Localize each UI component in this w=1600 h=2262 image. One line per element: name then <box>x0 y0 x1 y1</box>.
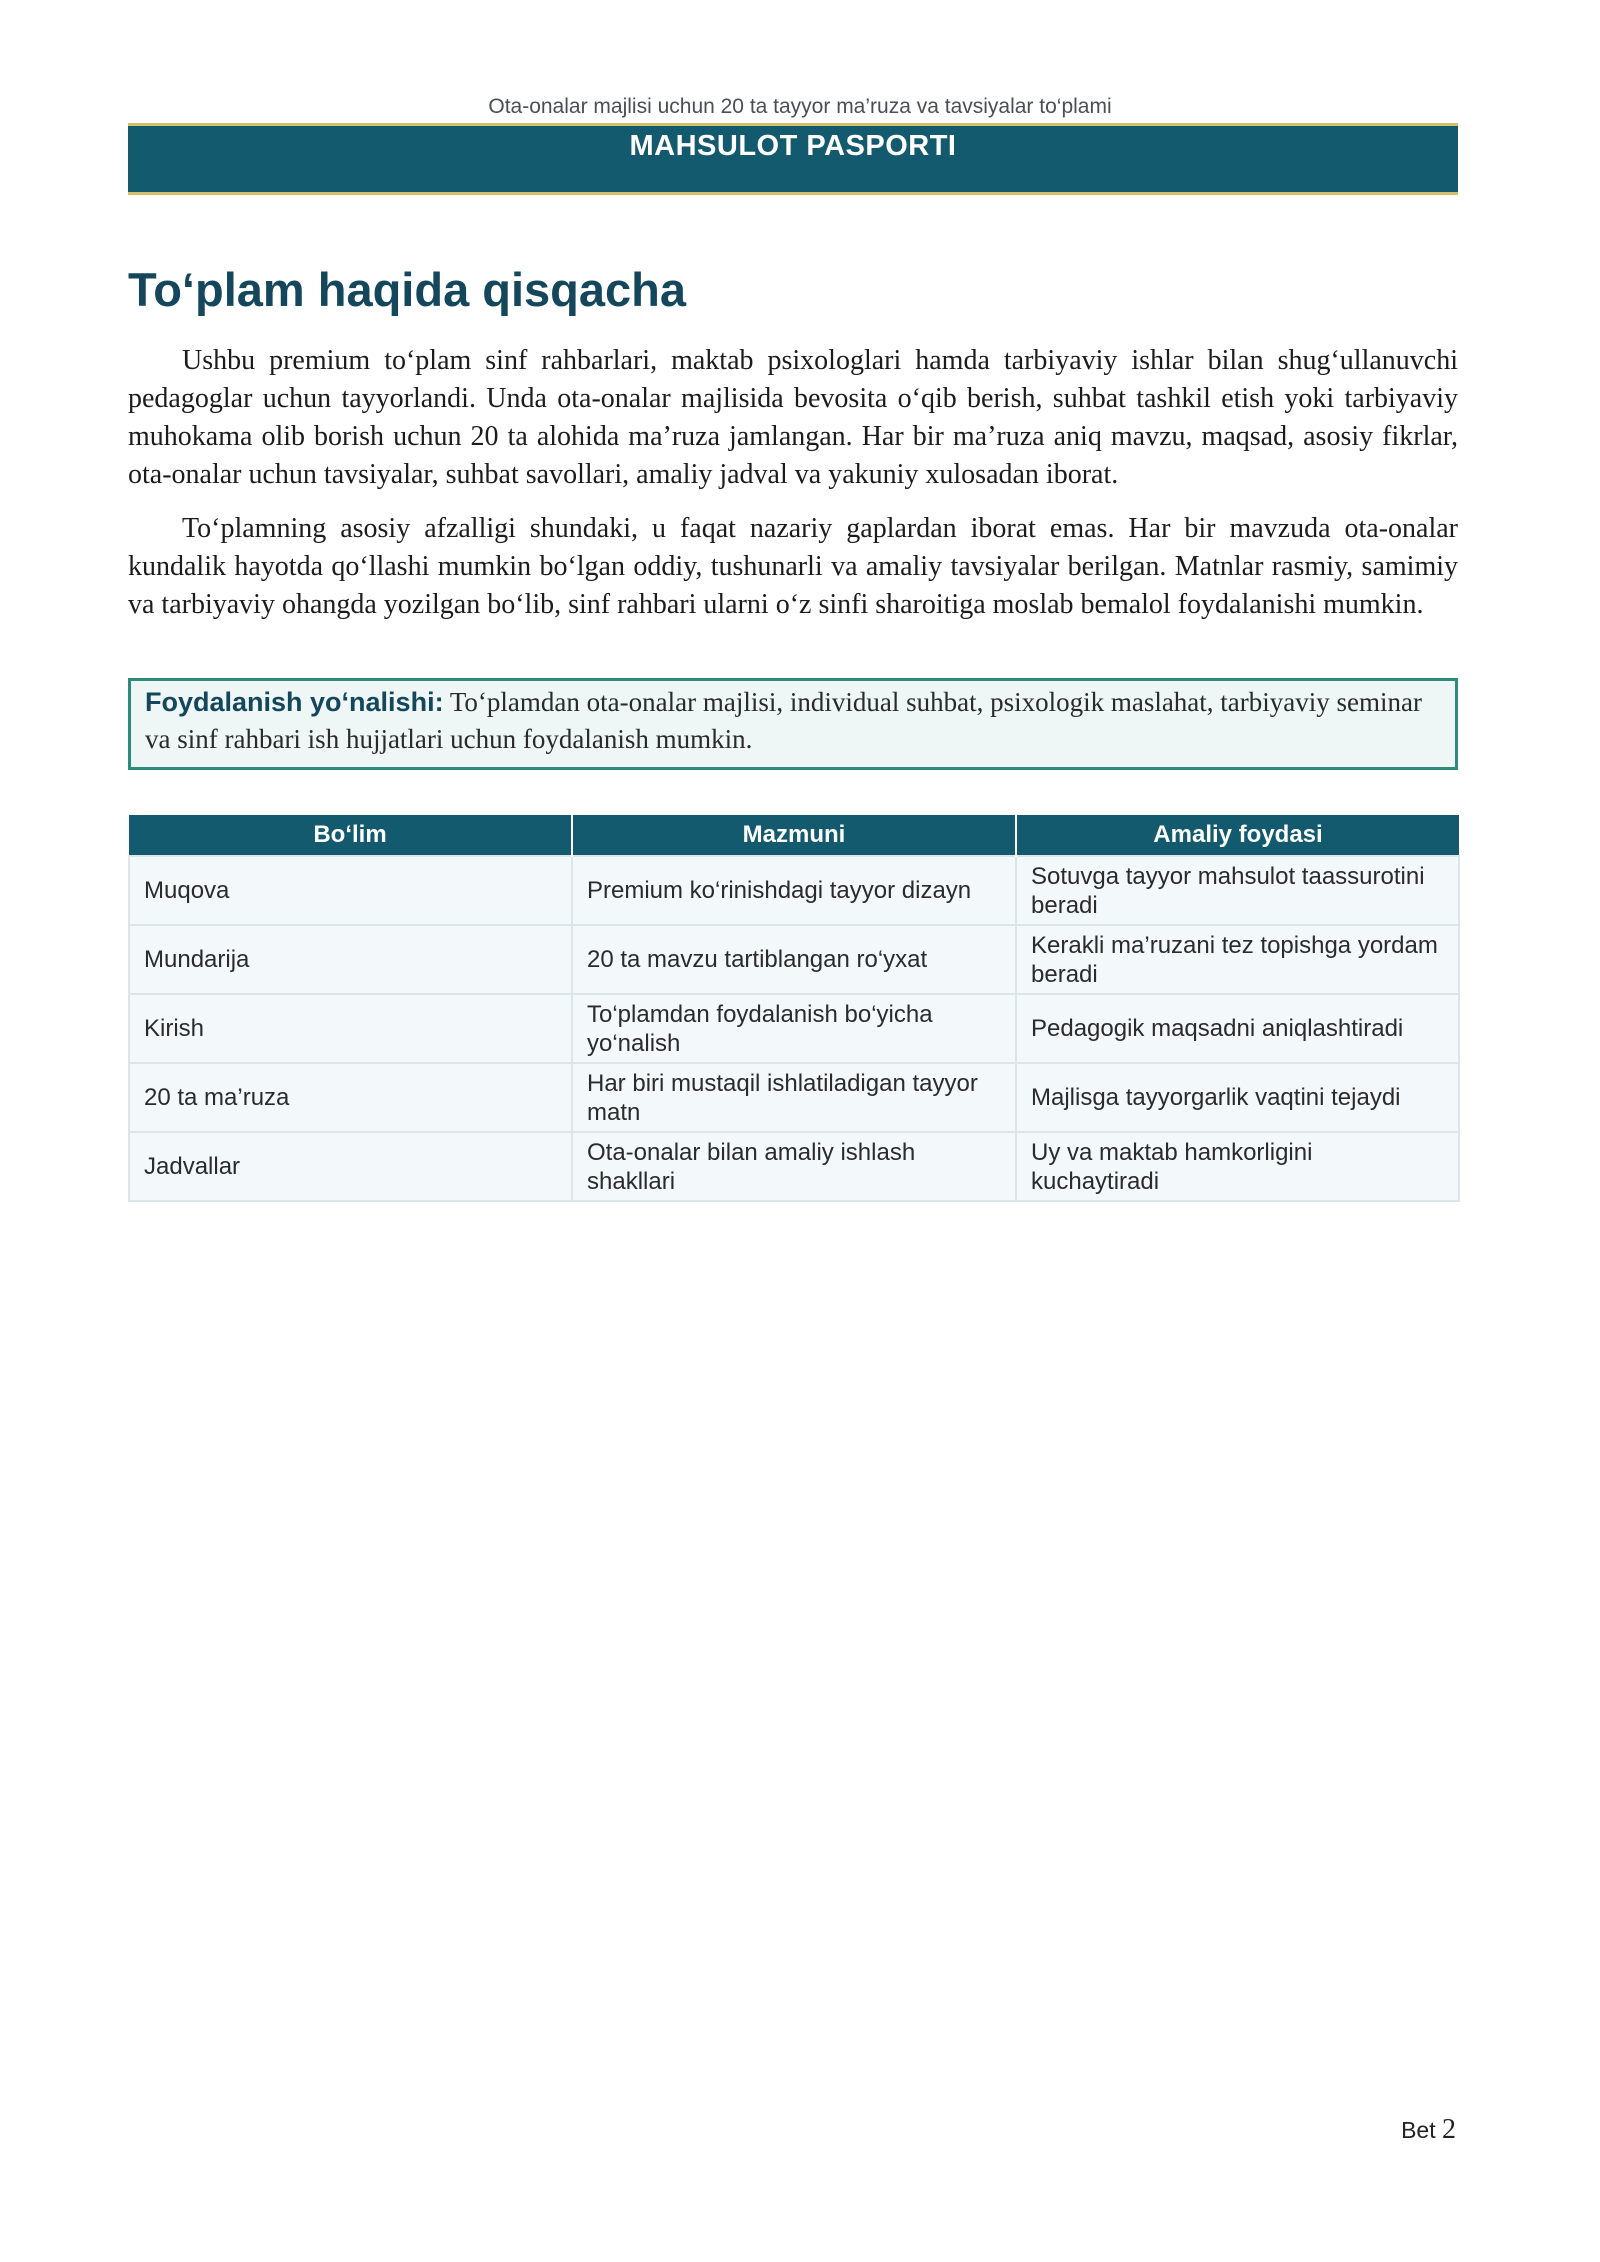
usage-callout <box>128 678 1458 770</box>
table-row <box>129 994 1459 1063</box>
body-paragraph: To‘plamning asosiy afzalligi shundaki, u faqat nazariy gaplardan iborat emas. Har bir mavzuda ota-onalar kundalik hayotda qo‘llashi mumkin bo‘lgan oddiy, tushunarli va amaliy tavsiyalar berilgan. Matnlar rasmiy, samimiy va tarbiyaviy ohangda yozilgan bo‘lib, sinf rahbari ularni o‘z sinfi sharoitiga moslab bemalol foydalanishi mumkin. <box>128 513 1458 620</box>
page-number-value: 2 <box>1442 2114 1456 2145</box>
body-paragraph: Ushbu premium to‘plam sinf rahbarlari, maktab psixologlari hamda tarbiyaviy ishlar bilan shug‘ullanuvchi pedagoglar uchun tayyorlandi. Unda ota-onalar majlisida bevosita o‘qib berish, suhbat tashkil etish yoki tarbiyaviy muhokama olib borish uchun 20 ta alohida ma’ruza jamlangan. Har bir ma’ruza aniq mavzu, maqsad, asosiy fikrlar, ota-onalar uchun tavsiyalar, suhbat savollari, amaliy jadval va yakuniy xulosadan iborat. <box>128 345 1458 490</box>
table-cell: Kirish <box>129 994 572 1063</box>
running-header: Ota-onalar majlisi uchun 20 ta tayyor ma’ruza va tavsiyalar to‘plami <box>488 95 1112 118</box>
table-row <box>129 1132 1459 1201</box>
section-heading: To‘plam haqida qisqacha <box>128 263 687 316</box>
table-cell: 20 ta mavzu tartiblangan ro‘yxat <box>572 925 1016 994</box>
table-cell: Har biri mustaqil ishlatiladigan tayyor matn <box>572 1063 1016 1132</box>
table-row <box>129 925 1459 994</box>
table-cell: To‘plamdan foydalanish bo‘yicha yo‘nalish <box>572 994 1016 1063</box>
table-cell: Muqova <box>129 856 572 925</box>
table-row <box>129 856 1459 925</box>
page-label: Bet <box>1401 2117 1436 2143</box>
table-cell: Premium ko‘rinishdagi tayyor dizayn <box>572 856 1016 925</box>
table-header-cell: Mazmuni <box>572 815 1016 856</box>
sections-table <box>128 815 1460 1202</box>
title-banner <box>128 123 1458 195</box>
table-row <box>129 1063 1459 1132</box>
table-header-cell: Amaliy foydasi <box>1016 815 1459 856</box>
table-cell: 20 ta ma’ruza <box>129 1063 572 1132</box>
callout-label: Foydalanish yo‘nalishi: <box>145 687 444 717</box>
table-cell: Kerakli ma’ruzani tez topishga yordam beradi <box>1016 925 1459 994</box>
table-cell: Majlisga tayyorgarlik vaqtini tejaydi <box>1016 1063 1459 1132</box>
page-number <box>1401 2114 1456 2146</box>
table-cell: Jadvallar <box>129 1132 572 1201</box>
table-cell: Ota-onalar bilan amaliy ishlash shakllari <box>572 1132 1016 1201</box>
callout-text: To‘plamdan ota-onalar majlisi, individual suhbat, psixologik maslahat, tarbiyaviy seminar va sinf rahbari ish hujjatlari uchun foydalanish mumkin. <box>145 687 1422 754</box>
table-header-cell: Bo‘lim <box>129 815 572 856</box>
table-cell: Pedagogik maqsadni aniqlashtiradi <box>1016 994 1459 1063</box>
table-header-row <box>129 815 1459 856</box>
banner-title: MAHSULOT PASPORTI <box>629 130 957 162</box>
table-cell: Uy va maktab hamkorligini kuchaytiradi <box>1016 1132 1459 1201</box>
table-cell: Mundarija <box>129 925 572 994</box>
table-cell: Sotuvga tayyor mahsulot taassurotini beradi <box>1016 856 1459 925</box>
